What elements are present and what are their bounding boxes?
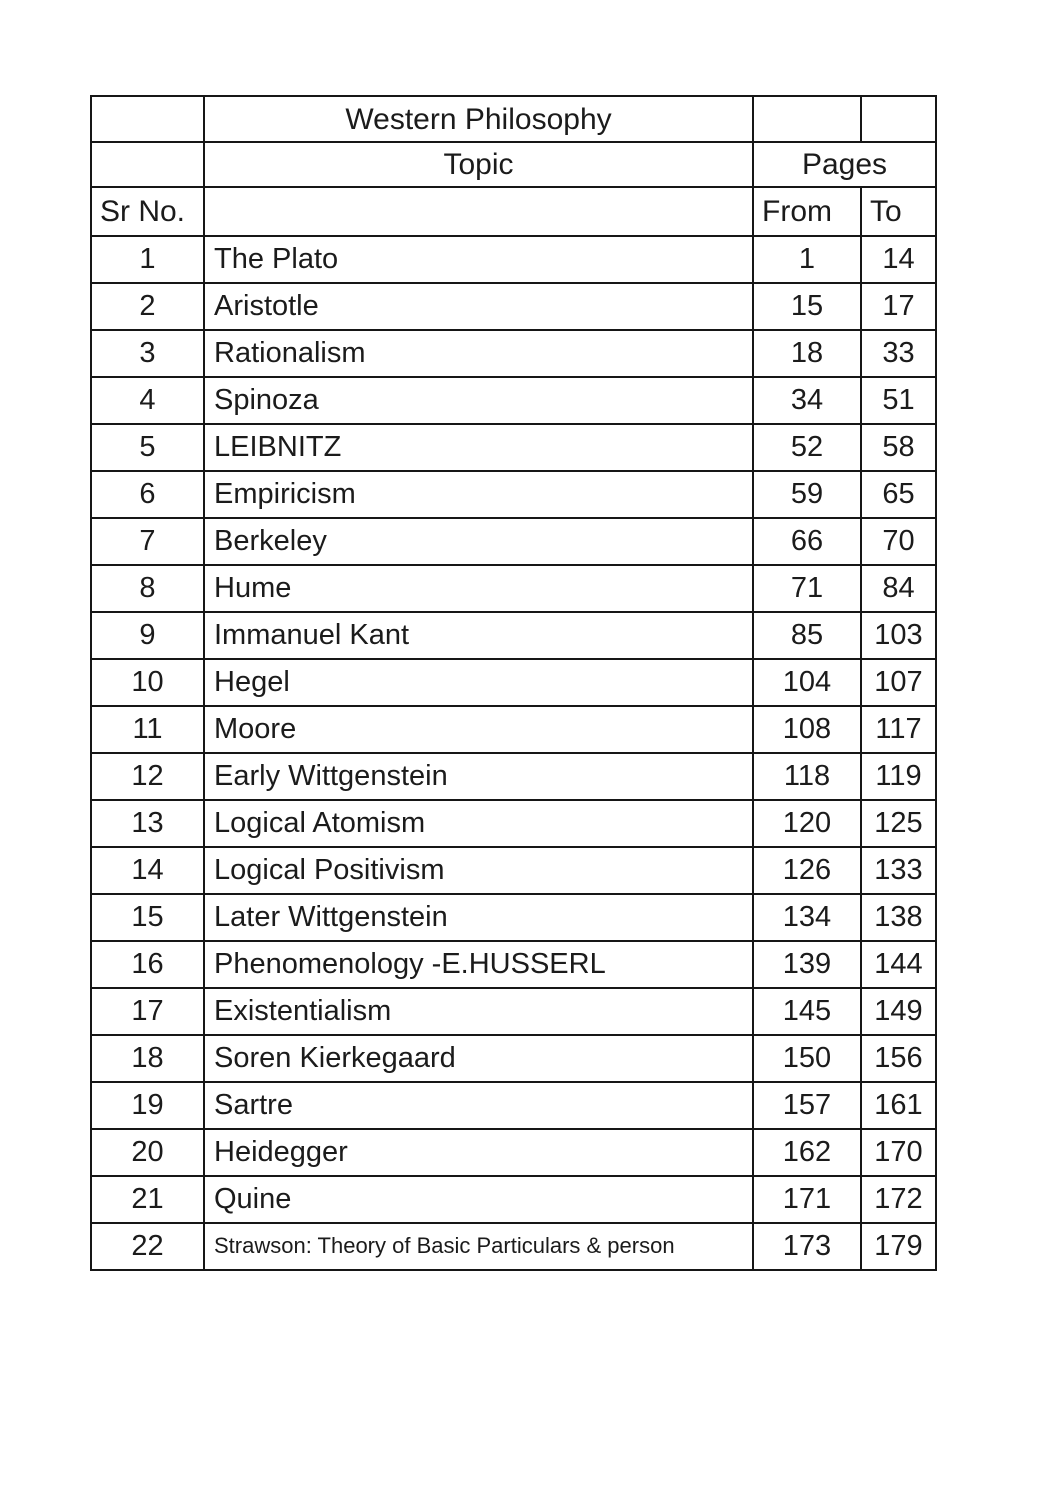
table-row xyxy=(91,1223,936,1270)
from-page-cell: 71 xyxy=(753,565,861,612)
to-page-cell: 133 xyxy=(861,847,936,894)
from-page-cell: 145 xyxy=(753,988,861,1035)
sr-no-cell: 1 xyxy=(91,236,204,283)
sr-no-cell: 8 xyxy=(91,565,204,612)
table-header xyxy=(91,96,936,236)
table-row xyxy=(91,518,936,565)
sr-no-cell: 2 xyxy=(91,283,204,330)
table-row xyxy=(91,847,936,894)
table-row xyxy=(91,659,936,706)
from-page-cell: 59 xyxy=(753,471,861,518)
to-page-cell: 70 xyxy=(861,518,936,565)
topic-cell: Later Wittgenstein xyxy=(204,894,753,941)
table-row xyxy=(91,377,936,424)
table-row xyxy=(91,706,936,753)
sr-no-cell: 6 xyxy=(91,471,204,518)
from-page-cell: 15 xyxy=(753,283,861,330)
from-page-cell: 104 xyxy=(753,659,861,706)
contents-table xyxy=(90,95,937,1271)
topic-cell: LEIBNITZ xyxy=(204,424,753,471)
topic-cell: Logical Positivism xyxy=(204,847,753,894)
to-page-cell: 17 xyxy=(861,283,936,330)
sr-no-cell: 19 xyxy=(91,1082,204,1129)
from-page-cell: 126 xyxy=(753,847,861,894)
sr-no-cell: 20 xyxy=(91,1129,204,1176)
topic-cell: Quine xyxy=(204,1176,753,1223)
sr-no-cell: 14 xyxy=(91,847,204,894)
empty-cell xyxy=(753,96,861,142)
to-page-cell: 84 xyxy=(861,565,936,612)
table-row xyxy=(91,800,936,847)
table-row xyxy=(91,424,936,471)
table-row xyxy=(91,1176,936,1223)
table-row xyxy=(91,330,936,377)
topic-cell: Moore xyxy=(204,706,753,753)
topic-cell: Spinoza xyxy=(204,377,753,424)
from-page-cell: 139 xyxy=(753,941,861,988)
document-title: Western Philosophy xyxy=(204,96,753,142)
to-page-cell: 144 xyxy=(861,941,936,988)
to-page-cell: 103 xyxy=(861,612,936,659)
sr-no-cell: 9 xyxy=(91,612,204,659)
to-page-cell: 125 xyxy=(861,800,936,847)
from-page-cell: 85 xyxy=(753,612,861,659)
topic-cell: Soren Kierkegaard xyxy=(204,1035,753,1082)
topic-cell: Hegel xyxy=(204,659,753,706)
table-row xyxy=(91,988,936,1035)
topic-cell: The Plato xyxy=(204,236,753,283)
from-page-cell: 134 xyxy=(753,894,861,941)
table-row xyxy=(91,612,936,659)
table-row xyxy=(91,1129,936,1176)
from-page-cell: 171 xyxy=(753,1176,861,1223)
sr-no-cell: 10 xyxy=(91,659,204,706)
topic-cell: Logical Atomism xyxy=(204,800,753,847)
topic-cell: Immanuel Kant xyxy=(204,612,753,659)
to-page-cell: 117 xyxy=(861,706,936,753)
table-row xyxy=(91,471,936,518)
empty-cell xyxy=(91,96,204,142)
from-page-cell: 108 xyxy=(753,706,861,753)
topic-cell: Early Wittgenstein xyxy=(204,753,753,800)
topic-cell: Berkeley xyxy=(204,518,753,565)
sr-no-column-header: Sr No. xyxy=(91,187,204,236)
topic-cell: Phenomenology -E.HUSSERL xyxy=(204,941,753,988)
to-page-cell: 14 xyxy=(861,236,936,283)
sr-no-cell: 16 xyxy=(91,941,204,988)
table-row xyxy=(91,1035,936,1082)
sr-no-cell: 17 xyxy=(91,988,204,1035)
to-page-cell: 33 xyxy=(861,330,936,377)
sr-no-cell: 4 xyxy=(91,377,204,424)
to-page-cell: 170 xyxy=(861,1129,936,1176)
from-page-cell: 118 xyxy=(753,753,861,800)
from-page-cell: 157 xyxy=(753,1082,861,1129)
from-page-cell: 34 xyxy=(753,377,861,424)
topic-cell: Empiricism xyxy=(204,471,753,518)
from-page-cell: 18 xyxy=(753,330,861,377)
table-row xyxy=(91,941,936,988)
to-page-cell: 107 xyxy=(861,659,936,706)
to-page-cell: 149 xyxy=(861,988,936,1035)
empty-cell xyxy=(204,187,753,236)
table-body xyxy=(91,236,936,1270)
sr-no-cell: 18 xyxy=(91,1035,204,1082)
topic-cell: Sartre xyxy=(204,1082,753,1129)
from-page-cell: 66 xyxy=(753,518,861,565)
to-page-cell: 51 xyxy=(861,377,936,424)
group-header-row xyxy=(91,142,936,187)
sr-no-cell: 3 xyxy=(91,330,204,377)
table-row xyxy=(91,283,936,330)
to-page-cell: 161 xyxy=(861,1082,936,1129)
sr-no-cell: 5 xyxy=(91,424,204,471)
to-page-cell: 65 xyxy=(861,471,936,518)
sr-no-cell: 21 xyxy=(91,1176,204,1223)
table-row xyxy=(91,753,936,800)
topic-cell: Heidegger xyxy=(204,1129,753,1176)
table-row xyxy=(91,236,936,283)
column-header-row xyxy=(91,187,936,236)
to-page-cell: 179 xyxy=(861,1223,936,1270)
empty-cell xyxy=(91,142,204,187)
sr-no-cell: 12 xyxy=(91,753,204,800)
to-page-cell: 138 xyxy=(861,894,936,941)
to-column-header: To xyxy=(861,187,936,236)
from-column-header: From xyxy=(753,187,861,236)
topic-cell: Strawson: Theory of Basic Particulars & person xyxy=(204,1223,753,1270)
sr-no-cell: 13 xyxy=(91,800,204,847)
to-page-cell: 58 xyxy=(861,424,936,471)
pages-group-header: Pages xyxy=(753,142,936,187)
title-row xyxy=(91,96,936,142)
table-row xyxy=(91,1082,936,1129)
from-page-cell: 173 xyxy=(753,1223,861,1270)
to-page-cell: 119 xyxy=(861,753,936,800)
from-page-cell: 52 xyxy=(753,424,861,471)
empty-cell xyxy=(861,96,936,142)
to-page-cell: 172 xyxy=(861,1176,936,1223)
table-row xyxy=(91,565,936,612)
sr-no-cell: 11 xyxy=(91,706,204,753)
from-page-cell: 162 xyxy=(753,1129,861,1176)
sr-no-cell: 7 xyxy=(91,518,204,565)
topic-cell: Existentialism xyxy=(204,988,753,1035)
table-row xyxy=(91,894,936,941)
from-page-cell: 1 xyxy=(753,236,861,283)
sr-no-cell: 15 xyxy=(91,894,204,941)
to-page-cell: 156 xyxy=(861,1035,936,1082)
topic-cell: Hume xyxy=(204,565,753,612)
sr-no-cell: 22 xyxy=(91,1223,204,1270)
topic-column-header: Topic xyxy=(204,142,753,187)
from-page-cell: 120 xyxy=(753,800,861,847)
from-page-cell: 150 xyxy=(753,1035,861,1082)
topic-cell: Rationalism xyxy=(204,330,753,377)
topic-cell: Aristotle xyxy=(204,283,753,330)
